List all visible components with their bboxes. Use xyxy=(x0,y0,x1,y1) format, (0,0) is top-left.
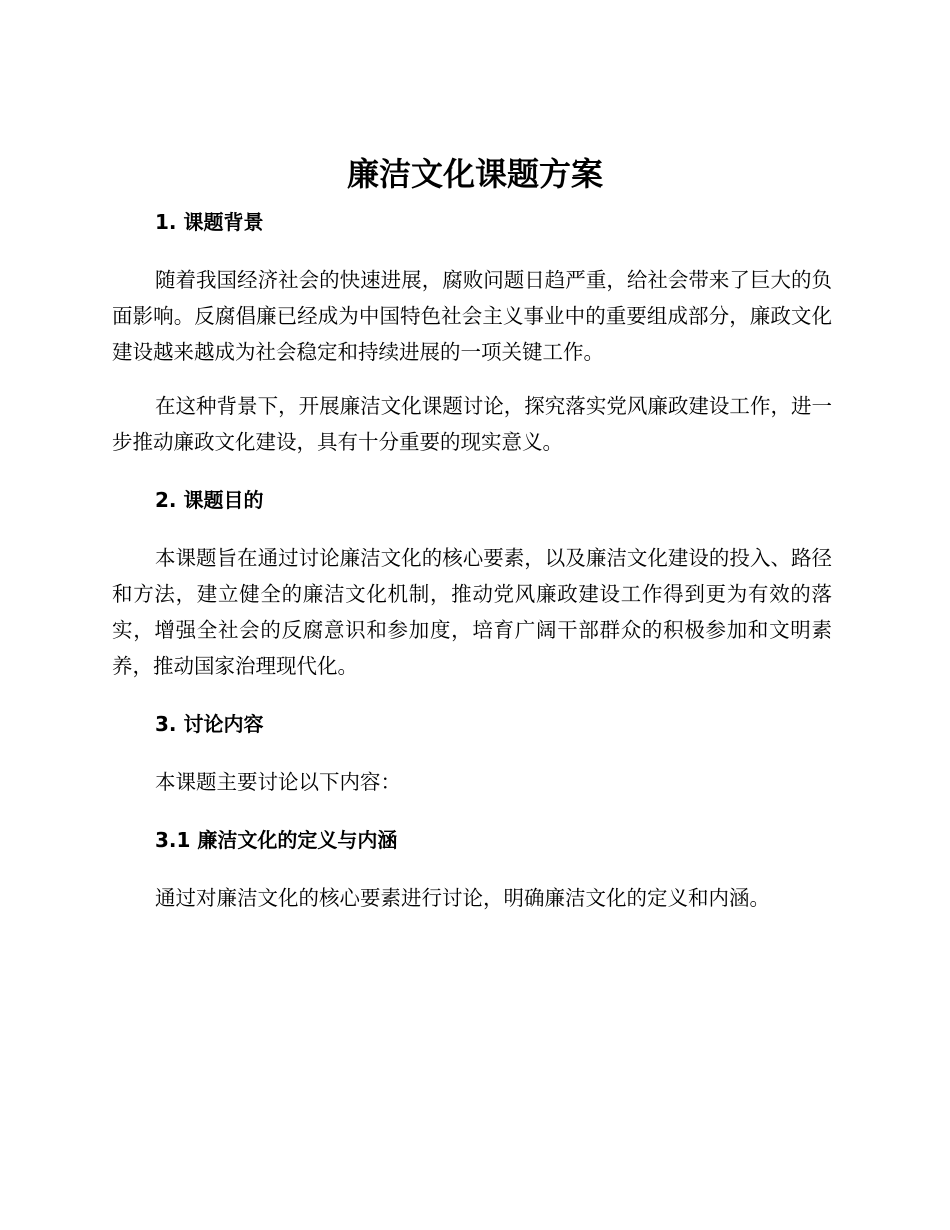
paragraph-definition-1: 通过对廉洁文化的核心要素进行讨论，明确廉洁文化的定义和内涵。 xyxy=(155,886,770,910)
section-heading-content: 3. 讨论内容 xyxy=(155,712,264,736)
paragraph-background-1: 随着我国经济社会的快速进展，腐败问题日趋严重，给社会带来了巨大的负面影响。反腐倡廉已经成为中国特色社会主义事业中的重要组成部分，廉政文化建设越来越成为社会稳定和持续进展的一项关键工作。 xyxy=(112,268,832,364)
section-heading-purpose: 2. 课题目的 xyxy=(155,488,264,512)
paragraph-purpose-1: 本课题旨在通过讨论廉洁文化的核心要素，以及廉洁文化建设的投入、路径和方法，建立健全的廉洁文化机制，推动党风廉政建设工作得到更为有效的落实，增强全社会的反腐意识和参加度，培育广阔干部群众的积极参加和文明素养，推动国家治理现代化。 xyxy=(112,546,832,678)
document-body xyxy=(112,204,832,916)
section-heading-background: 1. 课题背景 xyxy=(155,210,264,234)
paragraph-content-1: 本课题主要讨论以下内容： xyxy=(155,770,401,794)
document-title: 廉洁文化课题方案 xyxy=(346,155,603,193)
subsection-heading-definition: 3.1 廉洁文化的定义与内涵 xyxy=(155,828,398,852)
paragraph-background-2: 在这种背景下，开展廉洁文化课题讨论，探究落实党风廉政建设工作，进一步推动廉政文化建设，具有十分重要的现实意义。 xyxy=(112,394,832,454)
